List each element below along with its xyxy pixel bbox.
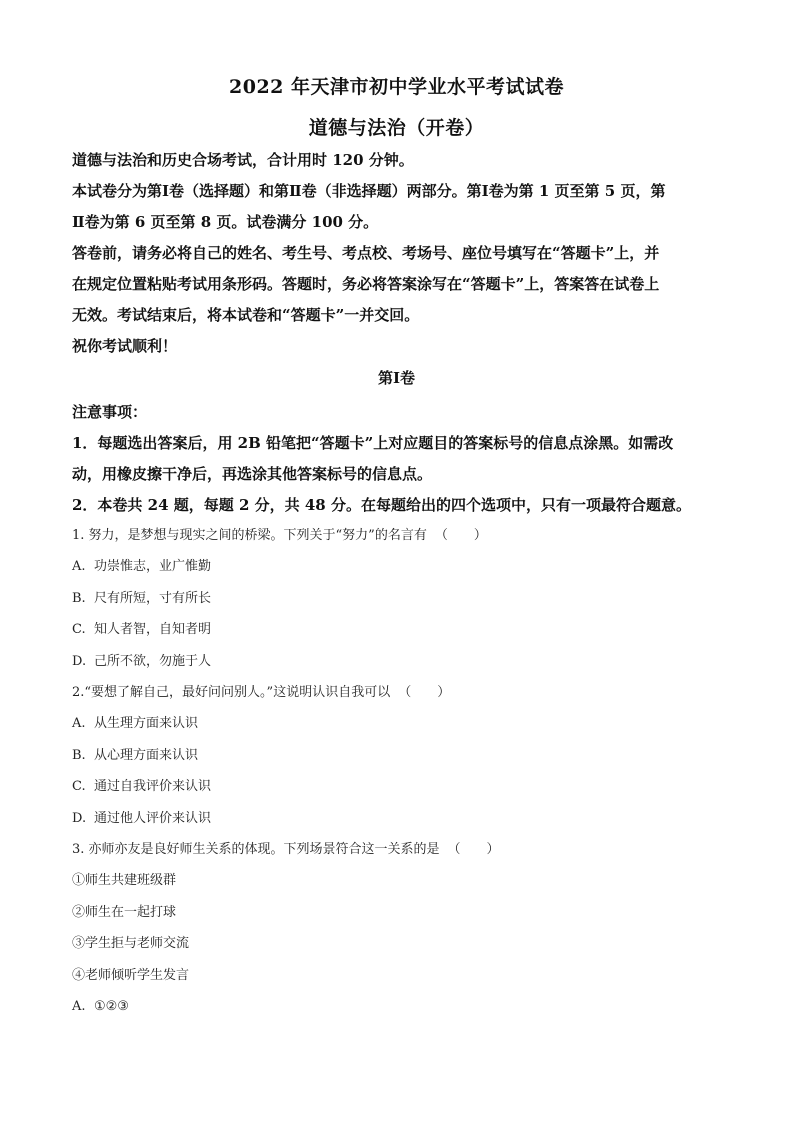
- option-letter: D.: [72, 810, 87, 826]
- option-letter: B.: [72, 590, 86, 606]
- option-text: 通过他人评价来认识: [94, 810, 212, 826]
- answer-blank: （ ）: [434, 528, 487, 543]
- option-letter: D.: [72, 653, 87, 669]
- instruction-line: 祝你考试顺利！: [72, 337, 178, 355]
- question-list: [72, 520, 724, 1023]
- instruction-line: 道德与法治和历史合场考试，合计用时 120 分钟。: [72, 151, 414, 169]
- option-text: 从生理方面来认识: [94, 716, 199, 732]
- instruction-line: 在规定位置粘贴考试用条形码。答题时，务必将答案涂写在“答题卡”上，答案答在试卷上: [72, 275, 660, 293]
- exam-subtitle: 道德与法治（开卷）: [308, 117, 485, 139]
- option-text: 己所不欲，勿施于人: [94, 653, 212, 669]
- question-text: 1. 努力，是梦想与现实之间的桥梁。下列关于“努力”的名言有: [72, 528, 427, 543]
- statement-item: ④老师倾听学生发言: [72, 967, 190, 983]
- statement-item: ①师生共建班级群: [72, 873, 177, 889]
- question-option: [72, 646, 724, 677]
- exam-instructions: [72, 145, 724, 362]
- option-letter: A.: [72, 999, 86, 1015]
- statement-item: ③学生拒与老师交流: [72, 936, 190, 952]
- question-option: [72, 614, 724, 645]
- question-stem: [72, 834, 724, 865]
- option-text: ①②③: [94, 999, 129, 1015]
- option-letter: A.: [72, 559, 86, 575]
- option-text: 通过自我评价来认识: [94, 779, 212, 795]
- notes-line: 2．本卷共 24 题，每题 2 分，共 48 分。在每题给出的四个选项中，只有一项最符合题意。: [72, 496, 691, 514]
- question-option: [72, 771, 724, 802]
- instruction-line: 本试卷分为第Ⅰ卷（选择题）和第Ⅱ卷（非选择题）两部分。第Ⅰ卷为第 1 页至第 5 页，第: [72, 182, 666, 200]
- statement-item: ②师生在一起打球: [72, 904, 177, 920]
- instruction-line: Ⅱ卷为第 6 页至第 8 页。试卷满分 100 分。: [72, 213, 379, 231]
- option-text: 功崇惟志，业广惟勤: [94, 559, 212, 575]
- instruction-line: 答卷前，请务必将自己的姓名、考生号、考点校、考场号、座位号填写在“答题卡”上，并: [72, 244, 660, 262]
- question-option: [72, 708, 724, 739]
- section-title: 第Ⅰ卷: [377, 369, 416, 387]
- option-text: 知人者智，自知者明: [94, 622, 212, 638]
- option-letter: C.: [72, 622, 86, 638]
- question-stem: [72, 677, 724, 708]
- question-text: 2.“要想了解自己，最好问问别人。”这说明认识自我可以: [72, 685, 391, 701]
- notes-heading: 注意事项：: [72, 403, 148, 421]
- answer-blank: （ ）: [447, 842, 500, 858]
- answer-blank: （ ）: [398, 685, 451, 701]
- option-text: 尺有所短，寸有所长: [94, 590, 212, 606]
- option-letter: B.: [72, 747, 86, 763]
- question-option: [72, 551, 724, 582]
- exam-title: 2022 年天津市初中学业水平考试试卷: [229, 76, 564, 98]
- notes-line: 1．每题选出答案后，用 2B 铅笔把“答题卡”上对应题目的答案标号的信息点涂黑。如需改: [72, 434, 674, 452]
- option-letter: C.: [72, 779, 86, 795]
- question-option: [72, 803, 724, 834]
- instruction-line: 无效。考试结束后，将本试卷和“答题卡”一并交回。: [72, 306, 420, 324]
- notes-line: 动，用橡皮擦干净后，再选涂其他答案标号的信息点。: [72, 465, 433, 483]
- question-stem: [72, 520, 724, 551]
- question-option: [72, 991, 724, 1022]
- notes-block: [72, 397, 724, 521]
- question-option: [72, 583, 724, 614]
- question-text: 3. 亦师亦友是良好师生关系的体现。下列场景符合这一关系的是: [72, 842, 440, 858]
- question-option: [72, 740, 724, 771]
- option-text: 从心理方面来认识: [94, 747, 199, 763]
- option-letter: A.: [72, 716, 86, 732]
